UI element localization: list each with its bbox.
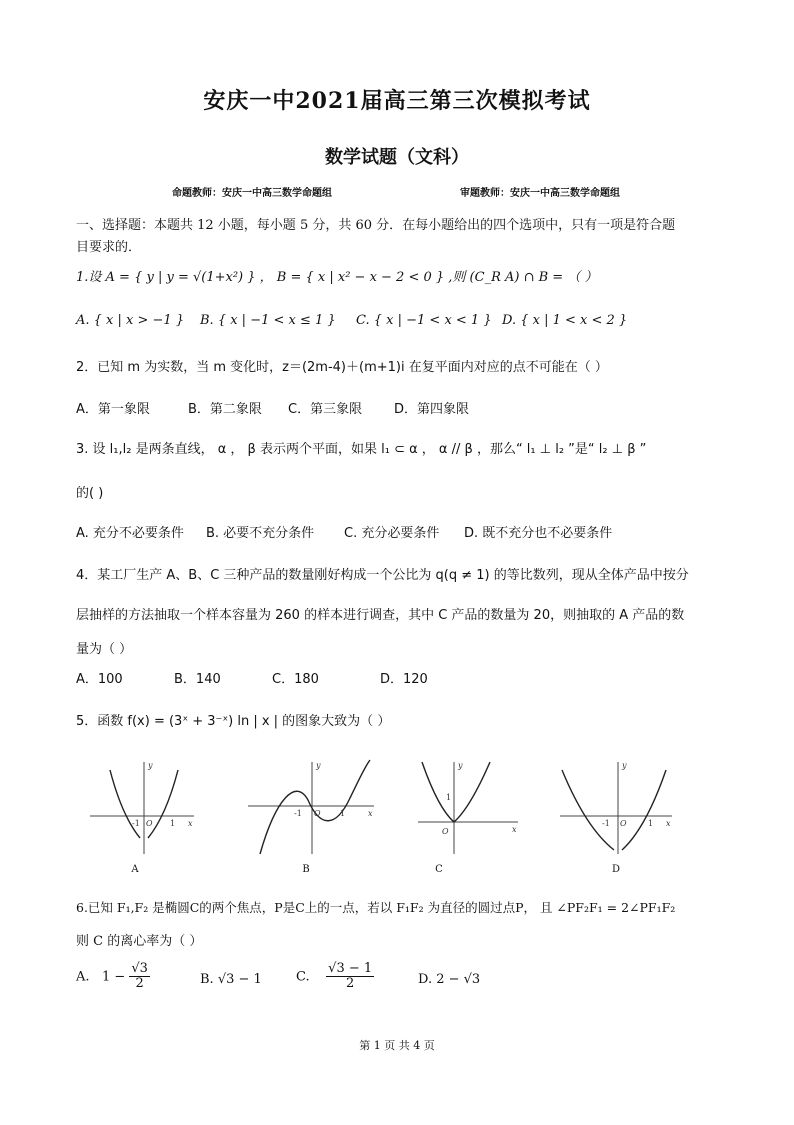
graph-a: [86, 758, 196, 858]
svg-text:1: 1: [648, 819, 654, 828]
q6-option-d: D. 2 − √3: [418, 972, 481, 987]
graph-d-label: D: [611, 864, 621, 875]
svg-text:x: x: [512, 825, 517, 834]
svg-text:O: O: [146, 819, 153, 828]
q4-option-b: B．140: [174, 672, 221, 687]
question-4-line3: 量为（ ）: [76, 642, 133, 657]
svg-text:O: O: [442, 827, 449, 836]
q6-option-c: [296, 962, 374, 992]
q6-option-a-denominator: 2: [135, 976, 144, 992]
q1-option-d: D. { x | 1 < x < 2 }: [502, 313, 628, 328]
q6-option-b: B. √3 − 1: [200, 972, 262, 987]
q3-option-c: C. 充分必要条件: [344, 526, 440, 541]
svg-text:y: y: [622, 761, 627, 770]
q2-option-b: B．第二象限: [188, 402, 262, 417]
q6-option-c-denominator: 2: [346, 976, 355, 992]
q6-option-a: [76, 962, 150, 992]
svg-text:-1: -1: [602, 819, 610, 828]
svg-text:x: x: [188, 819, 193, 828]
svg-text:O: O: [620, 819, 627, 828]
question-5: 5．函数 f(x) = (3ˣ + 3⁻ˣ) ln | x | 的图象大致为（ ）: [76, 714, 391, 729]
svg-text:-1: -1: [294, 809, 302, 818]
q1-option-a: A. { x | x > −1 }: [76, 313, 185, 328]
q3-option-b: B. 必要不充分条件: [206, 526, 315, 541]
q3-option-d: D. 既不充分也不必要条件: [464, 526, 613, 541]
svg-text:y: y: [316, 761, 321, 770]
q1-option-c: C. { x | −1 < x < 1 }: [356, 313, 492, 328]
reviewer-label: 审题教师：安庆一中高三数学命题组: [460, 188, 620, 199]
question-3-line1: 3. 设 l₁,l₂ 是两条直线， α ， β 表示两个平面，如果 l₁ ⊂ α ， α // β ，那么“ l₁ ⊥ l₂ ”是“ l₂ ⊥ β ”: [76, 442, 647, 457]
q3-option-a: A. 充分不必要条件: [76, 526, 184, 541]
graph-b: [246, 758, 376, 858]
page-footer: 第 1 页 共 4 页: [359, 1039, 435, 1052]
q4-option-c: C．180: [272, 672, 319, 687]
svg-text:1: 1: [170, 819, 176, 828]
q4-option-a: A．100: [76, 672, 123, 687]
question-6-line1: 6.已知 F₁,F₂ 是椭圆C的两个焦点，P是C上的一点，若以 F₁F₂ 为直径的圆过点P， 且 ∠PF₂F₁ = 2∠PF₁F₂: [76, 900, 676, 915]
graph-c: [414, 758, 524, 858]
graph-a-label: A: [131, 864, 139, 875]
svg-text:x: x: [666, 819, 671, 828]
section-intro-line2: 目要求的．: [76, 240, 142, 255]
graph-b-label: B: [302, 864, 310, 875]
svg-text:x: x: [368, 809, 373, 818]
graph-d: [556, 758, 676, 858]
page-subtitle: 数学试题（文科）: [325, 147, 469, 168]
q2-option-d: D．第四象限: [394, 402, 470, 417]
q2-option-c: C．第三象限: [288, 402, 363, 417]
question-4-line2: 层抽样的方法抽取一个样本容量为 260 的样本进行调查，其中 C 产品的数量为 20，则抽取的 A 产品的数: [76, 608, 685, 623]
q6-option-c-numerator: √3 − 1: [328, 961, 373, 976]
q6-option-c-prefix: C.: [296, 969, 310, 985]
q6-option-a-numerator: √3: [131, 961, 148, 976]
page-title: 安庆一中2021届高三第三次模拟考试: [203, 88, 591, 114]
svg-text:O: O: [314, 809, 321, 818]
svg-text:1: 1: [446, 793, 452, 802]
question-4-line1: 4．某工厂生产 A、B、C 三种产品的数量刚好构成一个公比为 q(q ≠ 1) 的等比数列，现从全体产品中按分: [76, 568, 689, 583]
q2-option-a: A．第一象限: [76, 402, 150, 417]
question-3-line2: 的( ): [76, 486, 104, 501]
svg-text:y: y: [148, 761, 153, 770]
section-intro-line1: 一、选择题：本题共 12 小题，每小题 5 分，共 60 分．在每小题给出的四个选项中，只有一项是符合题: [76, 218, 676, 233]
svg-text:-1: -1: [132, 819, 140, 828]
q4-option-d: D．120: [380, 672, 428, 687]
graph-c-label: C: [435, 864, 443, 875]
svg-text:1: 1: [340, 809, 346, 818]
question-1: 1.设 A = { y | y = √(1+x²) } ， B = { x | x² − x − 2 < 0 } ,则 (C_R A) ∩ B = （ ）: [76, 270, 598, 285]
setter-label: 命题教师：安庆一中高三数学命题组: [172, 188, 332, 199]
svg-text:y: y: [458, 761, 463, 770]
question-6-line2: 则 C 的离心率为（ ）: [76, 934, 203, 949]
q6-option-a-prefix: A.: [76, 969, 90, 985]
question-2: 2．已知 m 为实数，当 m 变化时，z＝(2m-4)＋(m+1)i 在复平面内对应的点不可能在（ ）: [76, 360, 608, 375]
q1-option-b: B. { x | −1 < x ≤ 1 }: [200, 313, 336, 328]
q6-option-a-lead: 1 −: [101, 969, 126, 985]
